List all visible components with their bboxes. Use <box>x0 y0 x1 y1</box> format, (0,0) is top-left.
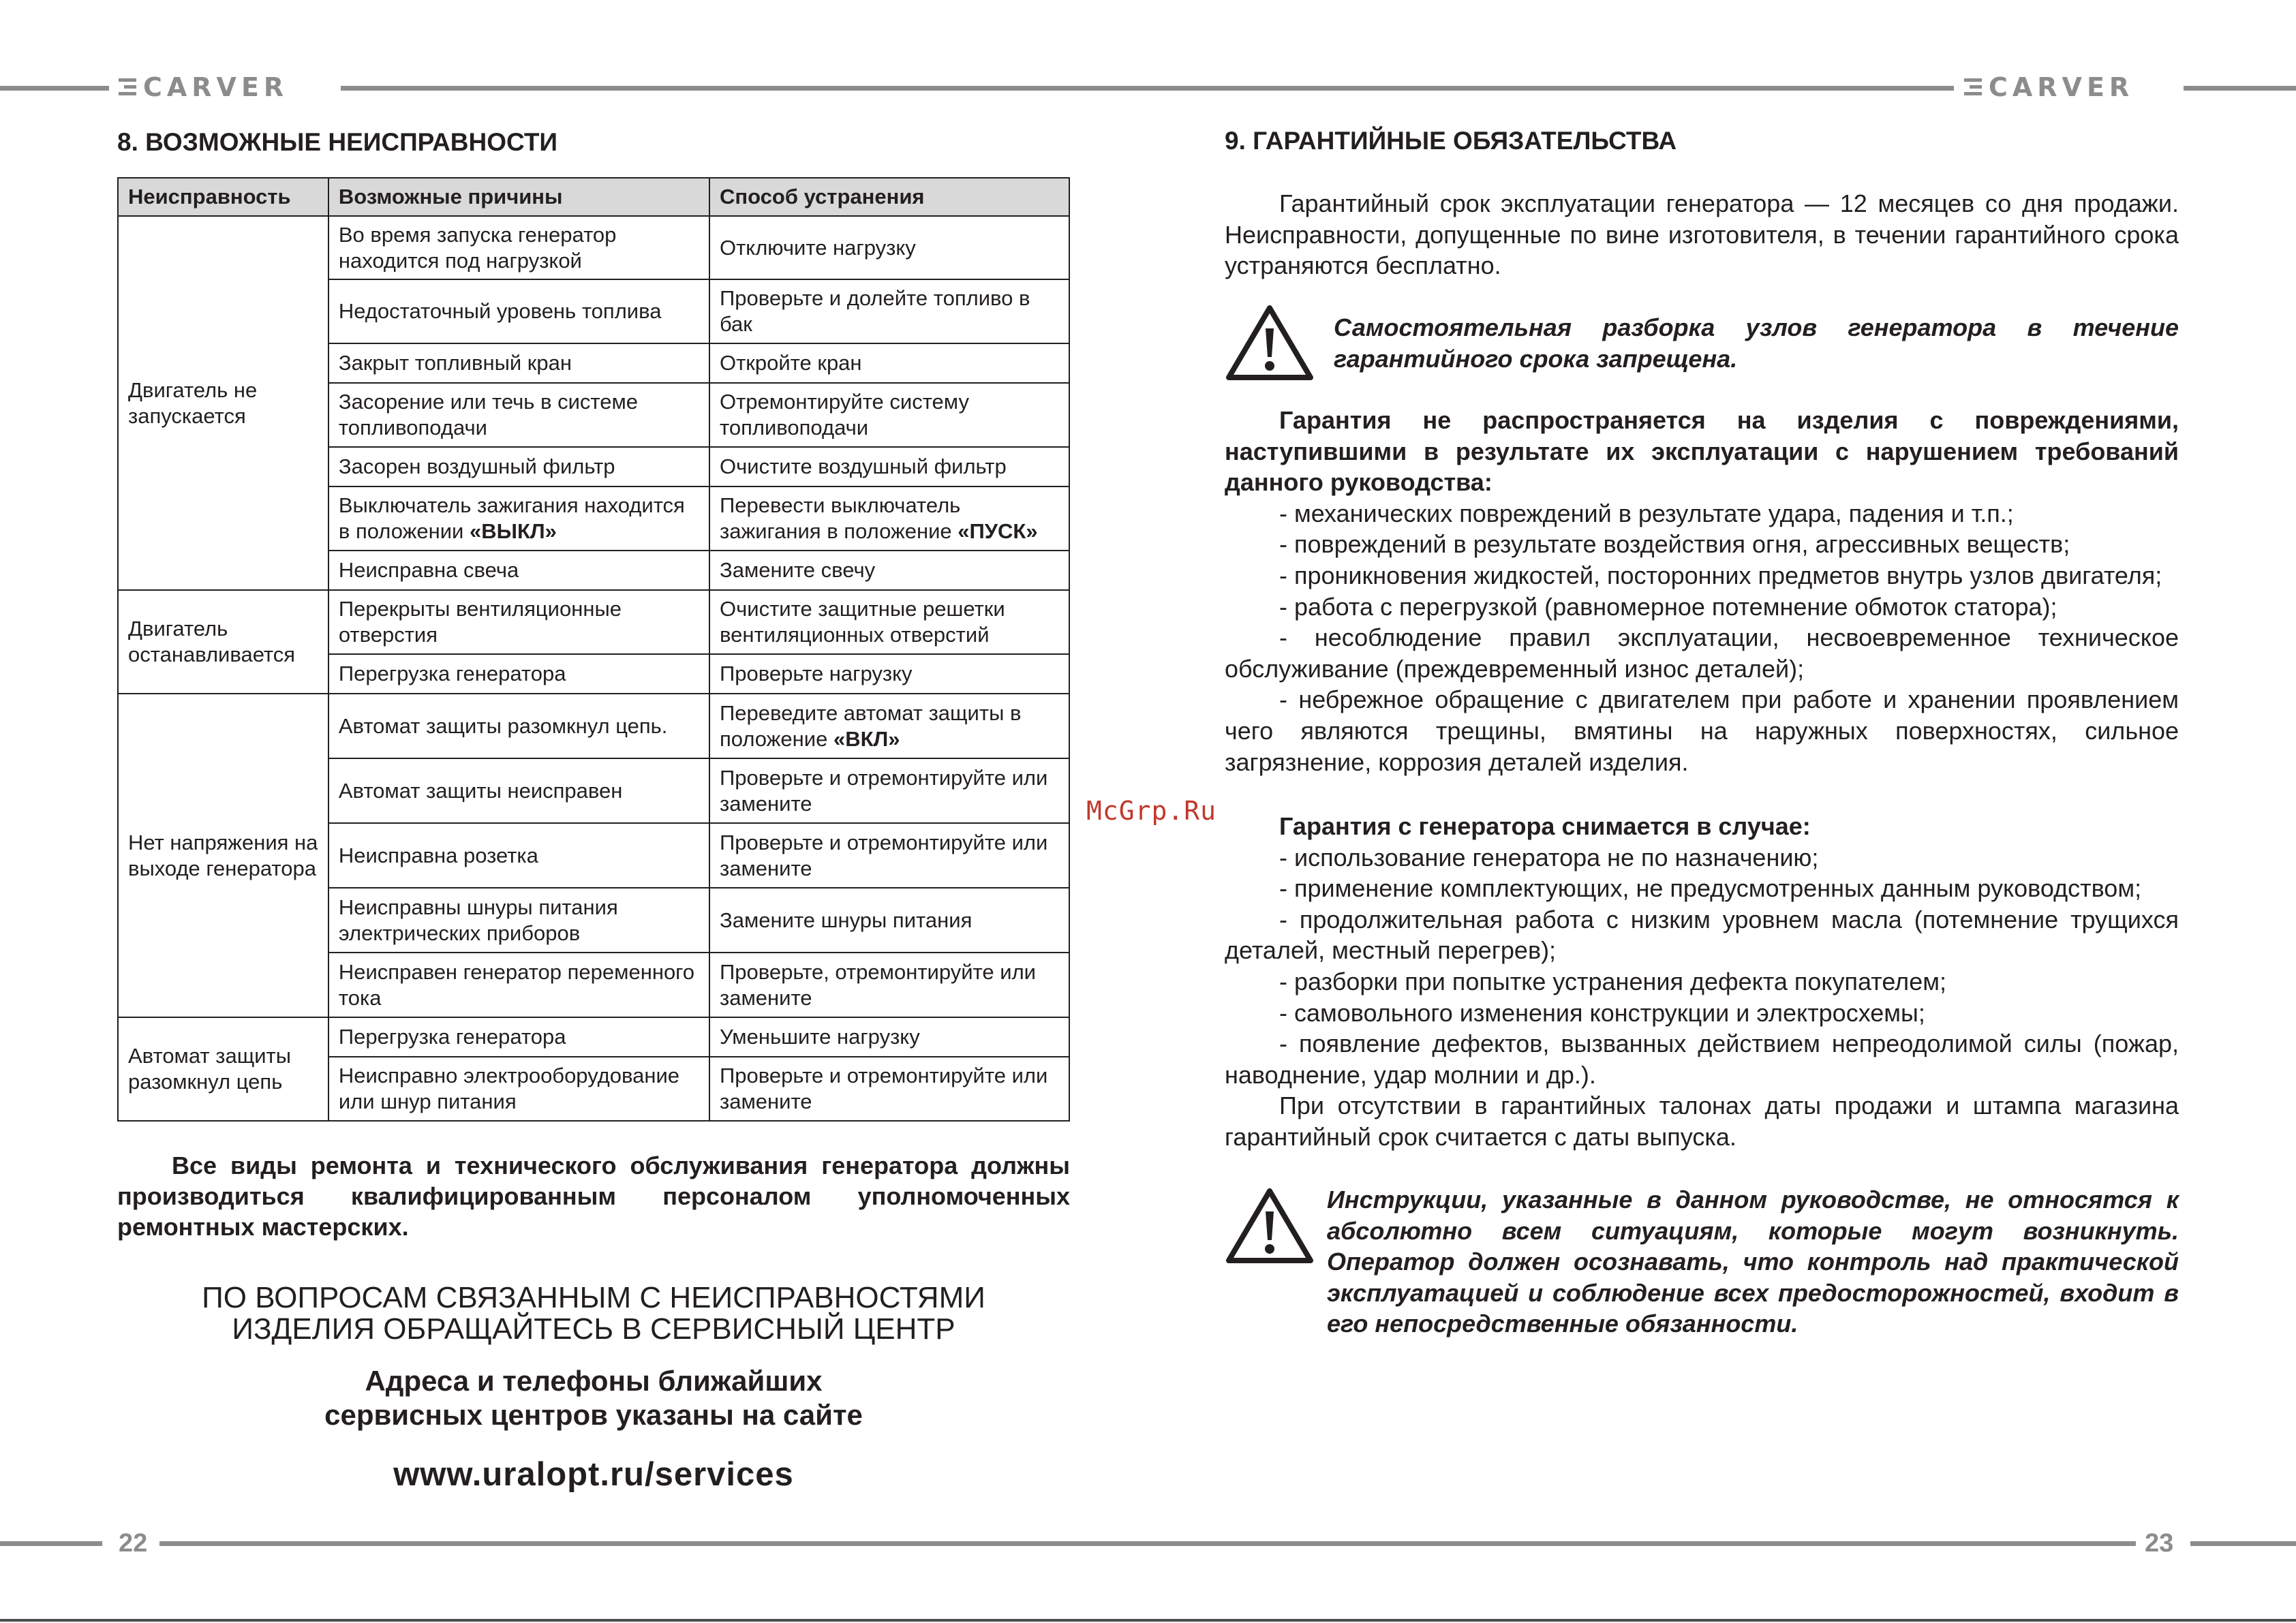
list-item: - проникновения жидкостей, посторонних предметов внутрь узлов двигателя; <box>1279 561 2162 589</box>
warranty-intro: Гарантийный срок эксплуатации генератора — 12 месяцев со дня продажи. Неисправности, допущенные по вине изготовителя, в течении гарантийного срока устраняются бесплатно. <box>1225 189 2179 280</box>
footer-rule <box>2190 1541 2296 1546</box>
list-item: - несоблюдение правил эксплуатации, несвоевременное техническое обслуживание (преждевременный износ деталей); <box>1225 623 2179 683</box>
warning-text: Инструкции, указанные в данном руководстве, не относятся к абсолютно всем ситуациям, которые могут возникнуть. Оператор должен осознавать, что контроль над практической эксплуатацией и соблюдение всех предосторожностей, входит в его непосредственные обязанности. <box>1327 1186 2179 1338</box>
fix-cell: Замените шнуры питания <box>709 888 1069 953</box>
fix-cell: Перевести выключатель зажигания в положение «ПУСК» <box>709 486 1069 551</box>
list-item: - разборки при попытке устранения дефекта покупателем; <box>1279 967 1946 995</box>
header-rule <box>2184 86 2296 91</box>
table-row <box>118 216 1069 279</box>
fix-cell: Проверьте и долейте топливо в бак <box>709 279 1069 343</box>
fix-cell: Очистите воздушный фильтр <box>709 447 1069 486</box>
list-item: - продолжительная работа с низким уровнем масла (потемнение трущихся деталей, местный перегрев); <box>1225 905 2179 965</box>
cause-cell: Неисправно электрооборудование или шнур питания <box>328 1057 709 1121</box>
cause-cell: Неисправен генератор переменного тока <box>328 953 709 1017</box>
list-item: - применение комплектующих, не предусмотренных данным руководством; <box>1279 874 2142 903</box>
list-item: - механических повреждений в результате удара, падения и т.п.; <box>1279 499 2014 527</box>
fix-cell: Уменьшите нагрузку <box>709 1017 1069 1057</box>
list-item: - самовольного изменения конструкции и электросхемы; <box>1279 998 1925 1027</box>
fix-cell: Откройте кран <box>709 343 1069 383</box>
warning-icon <box>1225 1187 1315 1265</box>
warning-block <box>1225 304 2179 386</box>
fix-cell: Проверьте, отремонтируйте или замените <box>709 953 1069 1017</box>
list-item: - работа с перегрузкой (равномерное потемнение обмоток статора); <box>1279 592 2057 621</box>
warranty-revocation <box>1225 811 2179 1153</box>
header-rule <box>341 86 1148 91</box>
no-stamp-note: При отсутствии в гарантийных талонах даты продажи и штампа магазина гарантийный срок считается с даты выпуска. <box>1225 1092 2179 1151</box>
section-title: 8. ВОЗМОЖНЫЕ НЕИСПРАВНОСТИ <box>117 128 558 156</box>
fix-cell: Проверьте и отремонтируйте или замените <box>709 1057 1069 1121</box>
warning-block <box>1225 1184 2179 1341</box>
cause-cell: Неисправна свеча <box>328 551 709 590</box>
header-rule <box>0 86 109 91</box>
warning-text: Самостоятельная разборка узлов генератора в течение гарантийного срока запрещена. <box>1334 313 2179 373</box>
service-heading: ПО ВОПРОСАМ СВЯЗАННЫМ С НЕИСПРАВНОСТЯМИ ИЗДЕЛИЯ ОБРАЩАЙТЕСЬ В СЕРВИСНЫЙ ЦЕНТР <box>202 1281 985 1346</box>
cause-cell: Выключатель зажигания находится в положении «ВЫКЛ» <box>328 486 709 551</box>
fault-cell: Двигатель останавливается <box>118 590 328 694</box>
cause-cell: Неисправны шнуры питания электрических приборов <box>328 888 709 953</box>
brand-logo: CARVER <box>119 72 288 102</box>
brand-logo: CARVER <box>1964 72 2134 102</box>
cause-cell: Засорен воздушный фильтр <box>328 447 709 486</box>
cause-cell: Перегрузка генератора <box>328 1017 709 1057</box>
cause-cell: Неисправна розетка <box>328 823 709 888</box>
fix-cell: Очистите защитные решетки вентиляционных отверстий <box>709 590 1069 654</box>
bottom-border <box>0 1619 2296 1622</box>
footer-rule <box>1148 1541 2136 1546</box>
service-url-link[interactable]: www.uralopt.ru/services <box>393 1456 794 1493</box>
revocation-title: Гарантия с генератора снимается в случае: <box>1279 812 1811 840</box>
cause-cell: Перекрыты вентиляционные отверстия <box>328 590 709 654</box>
cause-cell: Автомат защиты разомкнул цепь. <box>328 694 709 758</box>
fix-cell: Отключите нагрузку <box>709 216 1069 279</box>
header-rule <box>1148 86 1954 91</box>
fix-cell: Переведите автомат защиты в положение «ВКЛ» <box>709 694 1069 758</box>
cause-cell: Закрыт топливный кран <box>328 343 709 383</box>
carver-logo-icon <box>119 78 136 96</box>
watermark: McGrp.Ru <box>1086 796 1217 826</box>
fault-cell: Двигатель не запускается <box>118 216 328 590</box>
column-header: Возможные причины <box>328 178 709 216</box>
repair-note: Все виды ремонта и технического обслуживания генератора должны производиться квалифицированным персоналом уполномоченных ремонтных мастерских. <box>117 1151 1070 1241</box>
fault-cell: Автомат защиты разомкнул цепь <box>118 1017 328 1121</box>
fix-cell: Замените свечу <box>709 551 1069 590</box>
cause-cell: Недостаточный уровень топлива <box>328 279 709 343</box>
service-subheading: Адреса и телефоны ближайших сервисных центров указаны на сайте <box>324 1365 863 1431</box>
page-number: 22 <box>119 1529 148 1558</box>
table-row <box>118 590 1069 654</box>
fix-cell: Проверьте и отремонтируйте или замените <box>709 823 1069 888</box>
section-title: 9. ГАРАНТИЙНЫЕ ОБЯЗАТЕЛЬСТВА <box>1225 127 1677 155</box>
cause-cell: Засорение или течь в системе топливоподачи <box>328 383 709 447</box>
cause-cell: Автомат защиты неисправен <box>328 758 709 823</box>
exclusions-title: Гарантия не распространяется на изделия с повреждениями, наступившими в результате их эксплуатации с нарушением требований данного руководства: <box>1225 406 2179 497</box>
cause-cell: Перегрузка генератора <box>328 654 709 694</box>
list-item: - повреждений в результате воздействия огня, агрессивных веществ; <box>1279 530 2070 559</box>
list-item: - использование генератора не по назначению; <box>1279 843 1819 871</box>
column-header: Неисправность <box>118 178 328 216</box>
column-header: Способ устранения <box>709 178 1069 216</box>
list-item: - появление дефектов, вызванных действием непреодолимой силы (пожар, наводнение, удар молнии и др.). <box>1225 1030 2179 1089</box>
carver-logo-icon <box>1964 78 1982 96</box>
warning-icon <box>1225 304 1315 382</box>
page-number: 23 <box>2145 1529 2174 1558</box>
fault-cell: Нет напряжения на выходе генератора <box>118 694 328 1017</box>
fix-cell: Отремонтируйте систему топливоподачи <box>709 383 1069 447</box>
list-item: - небрежное обращение с двигателем при работе и хранении проявлением чего являются трещины, вмятины на наружных поверхностях, сильное загрязнение, коррозия деталей изделия. <box>1225 685 2179 776</box>
warranty-exclusions <box>1225 405 2179 777</box>
footer-rule <box>159 1541 1148 1546</box>
cause-cell: Во время запуска генератор находится под нагрузкой <box>328 216 709 279</box>
fix-cell: Проверьте нагрузку <box>709 654 1069 694</box>
table-row <box>118 1017 1069 1057</box>
fix-cell: Проверьте и отремонтируйте или замените <box>709 758 1069 823</box>
faults-table <box>117 177 1070 1122</box>
footer-rule <box>0 1541 102 1546</box>
table-header-row <box>118 178 1069 216</box>
table-row <box>118 694 1069 758</box>
